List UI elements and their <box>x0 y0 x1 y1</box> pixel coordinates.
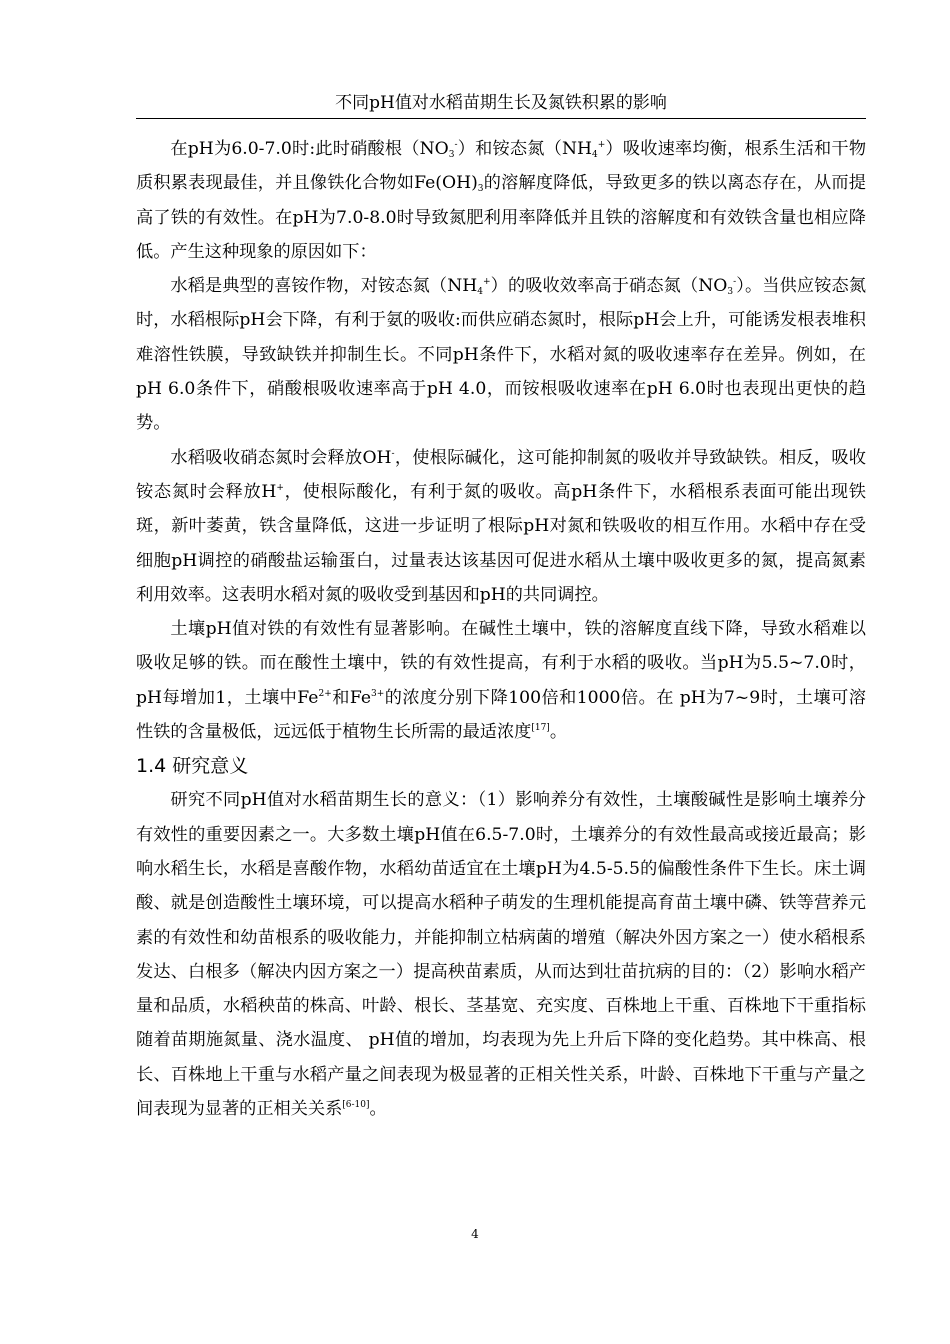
page-body <box>136 132 866 1126</box>
paragraph-research-significance: 研究不同pH值对水稻苗期生长的意义：（1）影响养分有效性，土壤酸碱性是影响土壤养分有效性的重要因素之一。大多数土壤pH值在6.5-7.0时，土壤养分的有效性最高或接近最高；影响水稻生长，水稻是喜酸作物，水稻幼苗适宜在土壤pH为4.5-5.5的偏酸性条件下生长。床土调酸、就是创造酸性土壤环境，可以提高水稻种子萌发的生理机能提高育苗土壤中磷、铁等营养元素的有效性和幼苗根系的吸收能力，并能抑制立枯病菌的增殖（解决外因方案之一）使水稻根系发达、白根多（解决内因方案之一）提高秧苗素质，从而达到壮苗抗病的目的：（2）影响水稻产量和品质，水稻秧苗的株高、叶龄、根长、茎基宽、充实度、百株地上干重、百株地下干重指标随着苗期施氮量、浇水温度、 pH值的增加，均表现为先上升后下降的变化趋势。其中株高、根长、百株地上干重与水稻产量之间表现为极显著的正相关性关系，叶龄、百株地下干重与产量之间表现为显著的正相关关系[6-10]。 <box>136 790 866 1120</box>
paragraph-rhizosphere-ph: 水稻吸收硝态氮时会释放OH-，使根际碱化，这可能抑制氮的吸收并导致缺铁。相反，吸收铵态氮时会释放H+，使根际酸化，有利于氮的吸收。高pH条件下，水稻根系表面可能出现铁斑，新叶萎黄，铁含量降低，这进一步证明了根际pH对氮和铁吸收的相互作用。水稻中存在受细胞pH调控的硝酸盐运输蛋白，过量表达该基因可促进水稻从土壤中吸收更多的氮，提高氮素利用效率。这表明水稻对氮的吸收受到基因和pH的共同调控。 <box>136 447 866 605</box>
paragraph-soil-iron: 土壤pH值对铁的有效性有显著影响。在碱性土壤中，铁的溶解度直线下降，导致水稻难以吸收足够的铁。而在酸性土壤中，铁的有效性提高，有利于水稻的吸收。当pH为5.5~7.0时，pH每增加1，土壤中$Fe^{2+}$和$Fe^{3+}$的浓度分别下降100倍和1000倍。在 pH为7~9时，土壤可溶性铁的含量极低，远远低于植物生长所需的最适浓度[17]。 <box>136 619 866 743</box>
page-number: 4 <box>471 1227 479 1241</box>
paragraph-ammonium-preference: 水稻是典型的喜铵作物，对铵态氮$(NH_4^+)$的吸收效率高于硝态氮$(NO_3^-)$。当供应铵态氮时，水稻根际pH会下降，有利于氨的吸收:而供应硝态氮时，根际pH会上升，可能诱发根表堆积难溶性铁膜，导致缺铁并抑制生长。不同pH条件下，水稻对氮的吸收速率存在差异。例如，在pH 6.0条件下，硝酸根吸收速率高于pH 4.0，而铵根吸收速率在pH 6.0时也表现出更快的趋势。 <box>136 276 867 434</box>
running-header: 不同pH值对水稻苗期生长及氮铁积累的影响 <box>136 88 866 119</box>
section-heading: 1.4 研究意义 <box>136 755 249 778</box>
paragraph-ph-range-6-7: 在pH为6.0-7.0时:此时硝酸根$(NO_3^-)$和铵态氮$(NH_4^+)$吸收速率均衡，根系生活和干物质积累表现最佳，并且像铁化合物如$Fe(OH)_3$的溶解度降低，导致更多的铁以离态存在，从而提高了铁的有效性。在pH为7.0-8.0时导致氮肥利用率降低并且铁的溶解度和有效铁含量也相应降低。产生这种现象的原因如下： <box>136 139 867 262</box>
